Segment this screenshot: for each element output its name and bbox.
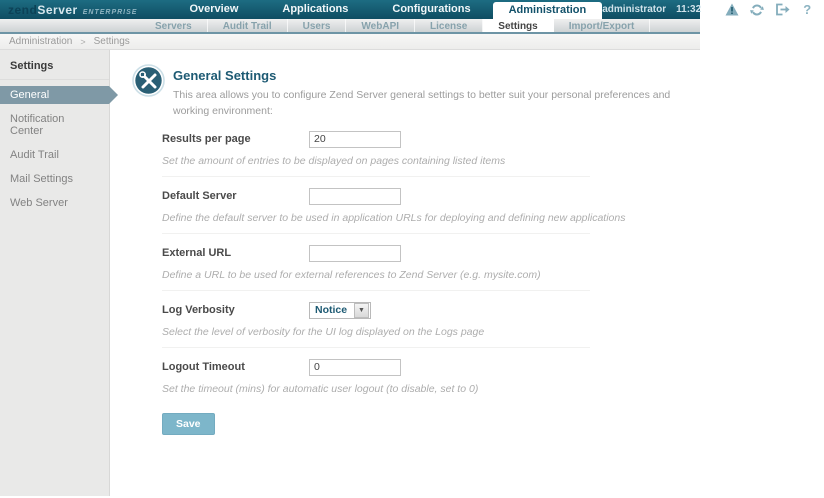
logout-timeout-help: Set the timeout (mins) for automatic user logout (to disable, set to 0) — [162, 382, 479, 395]
clock-time: 11:32 — [676, 4, 702, 15]
field-divider — [162, 347, 590, 348]
logout-timeout-input[interactable] — [309, 359, 401, 376]
logout-timeout-label: Logout Timeout — [162, 361, 245, 373]
log-verbosity-select[interactable] — [309, 302, 371, 319]
results-per-page-input[interactable] — [309, 131, 401, 148]
topbar-icons — [725, 3, 814, 17]
tools-icon — [132, 64, 165, 102]
subtab-audit-trail[interactable]: Audit Trail — [208, 19, 288, 32]
log-verbosity-help: Select the level of verbosity for the UI log displayed on the Logs page — [162, 325, 485, 338]
warning-icon[interactable] — [725, 3, 739, 17]
default-server-row — [162, 188, 700, 205]
sidebar-item-web-server[interactable]: Web Server — [10, 197, 68, 209]
sidebar-header: Settings — [0, 56, 109, 80]
nav-overview[interactable]: Overview — [189, 3, 239, 15]
nav-configurations[interactable]: Configurations — [392, 3, 471, 15]
default-server-input[interactable] — [309, 188, 401, 205]
default-server-label: Default Server — [162, 190, 237, 202]
sidebar-item-general[interactable]: General — [0, 86, 109, 104]
refresh-icon[interactable] — [750, 3, 764, 17]
logo-edition-text: ENTERPRISE — [82, 8, 138, 16]
save-button[interactable]: Save — [162, 413, 215, 435]
external-url-help: Define a URL to be used for external references to Zend Server (e.g. mysite.com) — [162, 268, 541, 281]
subtab-servers[interactable]: Servers — [140, 19, 208, 32]
main-panel — [110, 50, 700, 496]
zend-server-logo — [0, 3, 137, 17]
subtab-users[interactable]: Users — [288, 19, 347, 32]
field-divider — [162, 290, 590, 291]
breadcrumb-administration[interactable]: Administration — [9, 36, 73, 47]
subtab-settings-active[interactable]: Settings — [483, 19, 553, 32]
logo-zend-text: zend — [8, 2, 38, 17]
sidebar-item-notification-center[interactable]: Notification Center — [10, 113, 65, 137]
page-description: This area allows you to configure Zend Server general settings to better suit your personal preferences and working environment: — [173, 89, 671, 117]
breadcrumb-separator: > — [80, 36, 86, 47]
page-header — [132, 64, 700, 120]
nav-applications[interactable]: Applications — [282, 3, 349, 15]
default-server-help: Define the default server to be used in application URLs for deploying and defining new applications — [162, 211, 626, 224]
top-bar — [0, 0, 812, 19]
settings-sidebar — [0, 50, 110, 496]
content-area — [0, 50, 700, 496]
page-title: General Settings — [173, 68, 277, 83]
help-icon[interactable]: ? — [803, 2, 812, 17]
log-verbosity-row — [162, 302, 700, 319]
logo-server-text: Server — [37, 2, 78, 17]
sidebar-item-audit-trail[interactable]: Audit Trail — [10, 149, 59, 161]
sidebar-item-mail-settings[interactable]: Mail Settings — [10, 173, 73, 185]
username-label[interactable]: administrator — [602, 4, 667, 15]
field-divider — [162, 176, 590, 177]
top-navigation — [167, 0, 602, 19]
subtab-license[interactable]: License — [415, 19, 483, 32]
page-header-text — [173, 64, 700, 120]
admin-sub-navigation — [0, 19, 700, 34]
results-per-page-label: Results per page — [162, 133, 251, 145]
external-url-row — [162, 245, 700, 262]
subtab-webapi[interactable]: WebAPI — [346, 19, 415, 32]
logout-icon[interactable] — [775, 3, 789, 17]
chevron-down-icon: ▼ — [358, 306, 365, 314]
external-url-label: External URL — [162, 247, 232, 259]
subtab-import-export[interactable]: Import/Export — [554, 19, 651, 32]
results-per-page-row — [162, 131, 700, 148]
logout-timeout-row — [162, 359, 700, 376]
external-url-input[interactable] — [309, 245, 401, 262]
results-per-page-help: Set the amount of entries to be displayed on pages containing listed items — [162, 154, 506, 167]
breadcrumb-settings[interactable]: Settings — [93, 36, 130, 47]
topbar-right-section — [602, 3, 824, 17]
nav-administration-active[interactable]: Administration — [493, 2, 603, 19]
log-verbosity-selected-value: Notice — [315, 304, 348, 316]
general-settings-form — [162, 131, 700, 435]
field-divider — [162, 233, 590, 234]
breadcrumb — [0, 34, 700, 50]
log-verbosity-label: Log Verbosity — [162, 304, 235, 316]
select-dropdown-button[interactable] — [354, 303, 369, 318]
